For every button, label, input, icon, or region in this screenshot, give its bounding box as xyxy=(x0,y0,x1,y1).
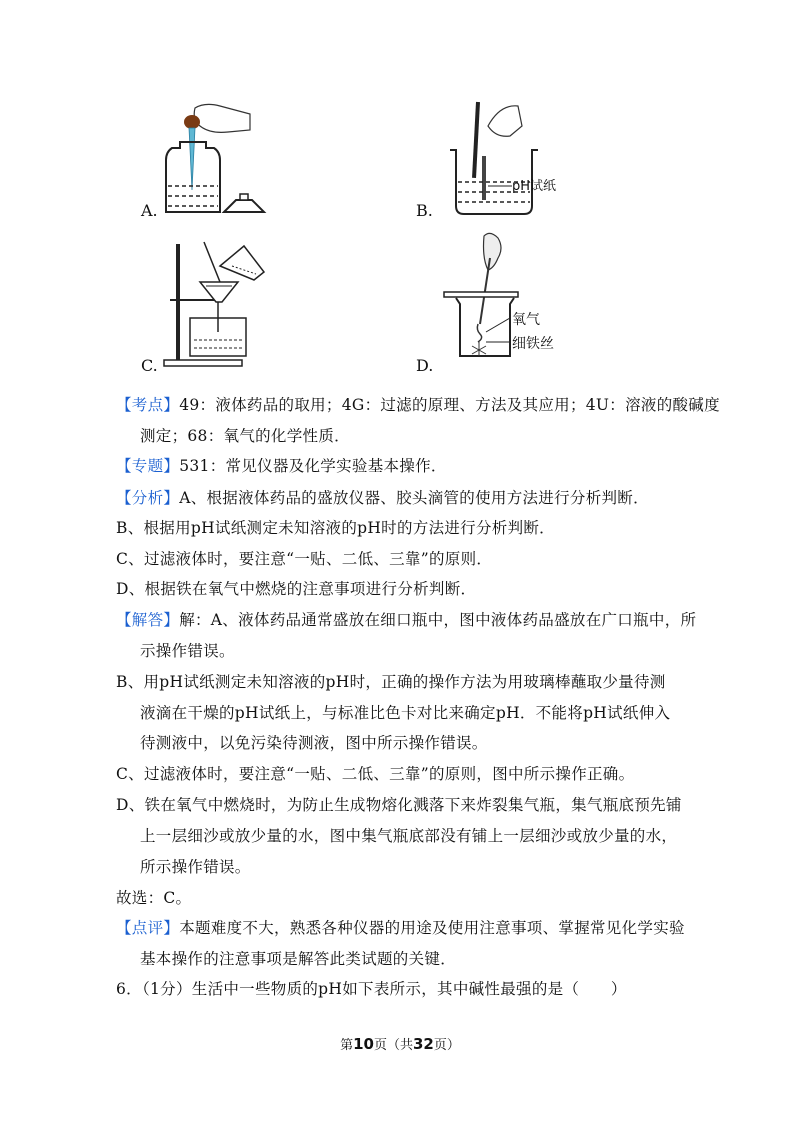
fenxi-line-c xyxy=(116,547,492,569)
jieda-line-d1 xyxy=(116,793,682,815)
jieda-text-c: C、过滤液体时，要注意“一贴、二低、三靠”的原则，图中所示操作正确。 xyxy=(116,765,635,783)
dianping-text-2: 基本操作的注意事项是解答此类试题的关键． xyxy=(140,950,457,968)
dianping-tag: 【点评】 xyxy=(116,919,180,937)
figure-c-drawing xyxy=(160,236,300,371)
kaodian-line-2 xyxy=(140,424,350,446)
dianping-line-2 xyxy=(140,947,456,969)
jieda-line-b1 xyxy=(116,670,666,692)
footer-total-pages: 32 xyxy=(413,1035,434,1053)
fenxi-tag: 【分析】 xyxy=(116,489,180,507)
dianping-line-1 xyxy=(116,916,685,938)
dianping-text-1: 本题难度不大，熟悉各种仪器的用途及使用注意事项、掌握常见化学实验 xyxy=(179,919,685,937)
option-c-label: C. xyxy=(141,356,158,375)
jieda-tag: 【解答】 xyxy=(116,611,180,629)
ph-paper-annotation: pH试纸 xyxy=(512,179,557,194)
kaodian-text-2: 测定；68：氧气的化学性质． xyxy=(140,427,350,445)
page-footer xyxy=(0,1034,800,1053)
jieda-text-b3: 待测液中，以免污染待测液，图中所示操作错误。 xyxy=(140,734,488,752)
zhuanti-text: 531：常见仪器及化学实验基本操作． xyxy=(179,457,447,475)
fenxi-line-b xyxy=(116,516,555,538)
question-6-text: 6．（1分）生活中一些物质的pH如下表所示，其中碱性最强的是（ ） xyxy=(116,980,627,998)
kaodian-line-1 xyxy=(116,393,720,415)
figure-a-drawing xyxy=(140,100,280,225)
oxygen-annotation: 氧气 xyxy=(512,312,540,328)
jieda-line-d3 xyxy=(140,855,251,877)
jieda-text-d3: 所示操作错误。 xyxy=(140,858,251,876)
kaodian-tag: 【考点】 xyxy=(116,396,180,414)
jieda-line-2 xyxy=(140,639,235,661)
question-6-line xyxy=(116,977,627,999)
figure-d-iron-wire-combustion xyxy=(440,228,590,373)
footer-prefix: 第 xyxy=(340,1038,354,1053)
zhuanti-tag: 【专题】 xyxy=(116,457,180,475)
jieda-line-d2 xyxy=(140,824,677,846)
answer-line xyxy=(116,886,191,908)
fenxi-text-c: C、过滤液体时，要注意“一贴、二低、三靠”的原则． xyxy=(116,550,493,568)
jieda-line-c xyxy=(116,762,634,784)
footer-suffix: 页） xyxy=(433,1038,460,1053)
jieda-line-b2 xyxy=(140,701,670,723)
figure-c-filtration-setup xyxy=(160,236,300,371)
footer-middle: 页（共 xyxy=(373,1038,413,1053)
option-a-label: A. xyxy=(141,201,158,220)
jieda-text-b1: B、用pH试纸测定未知溶液的pH时，正确的操作方法为用玻璃棒蘸取少量待测 xyxy=(116,673,666,691)
figure-b-ph-paper-beaker xyxy=(440,96,600,221)
jieda-text-a1: 解：A、液体药品通常盛放在细口瓶中，图中液体药品盛放在广口瓶中，所 xyxy=(179,611,697,629)
option-d-label: D. xyxy=(416,356,434,375)
figure-b-drawing xyxy=(440,96,600,221)
jieda-text-d2: 上一层细沙或放少量的水，图中集气瓶底部没有铺上一层细沙或放少量的水， xyxy=(140,827,678,845)
jieda-text-b2: 液滴在干燥的pH试纸上，与标准比色卡对比来确定pH．不能将pH试纸伸入 xyxy=(140,704,671,722)
jieda-line-b3 xyxy=(140,731,488,753)
zhuanti-line xyxy=(116,454,447,476)
kaodian-text-1: 49：液体药品的取用；4G：过滤的原理、方法及其应用；4U：溶液的酸碱度 xyxy=(179,396,720,414)
jieda-line-1 xyxy=(116,608,696,630)
iron-wire-annotation: 细铁丝 xyxy=(512,336,554,352)
fenxi-text-d: D、根据铁在氧气中燃烧的注意事项进行分析判断． xyxy=(116,580,477,598)
fenxi-line-1 xyxy=(116,486,649,508)
jieda-text-a2: 示操作错误。 xyxy=(140,642,235,660)
answer-text: 故选：C。 xyxy=(116,889,192,907)
footer-page-number: 10 xyxy=(353,1035,374,1053)
fenxi-text-b: B、根据用pH试纸测定未知溶液的pH时的方法进行分析判断． xyxy=(116,519,555,537)
figure-d-drawing xyxy=(440,228,590,373)
fenxi-text-a: A、根据液体药品的盛放仪器、胶头滴管的使用方法进行分析判断． xyxy=(179,489,649,507)
option-b-label: B. xyxy=(416,201,433,220)
jieda-text-d1: D、铁在氧气中燃烧时，为防止生成物熔化溅落下来炸裂集气瓶，集气瓶底预先铺 xyxy=(116,796,682,814)
figure-a-dropper-bottle xyxy=(140,100,280,225)
fenxi-line-d xyxy=(116,577,476,599)
